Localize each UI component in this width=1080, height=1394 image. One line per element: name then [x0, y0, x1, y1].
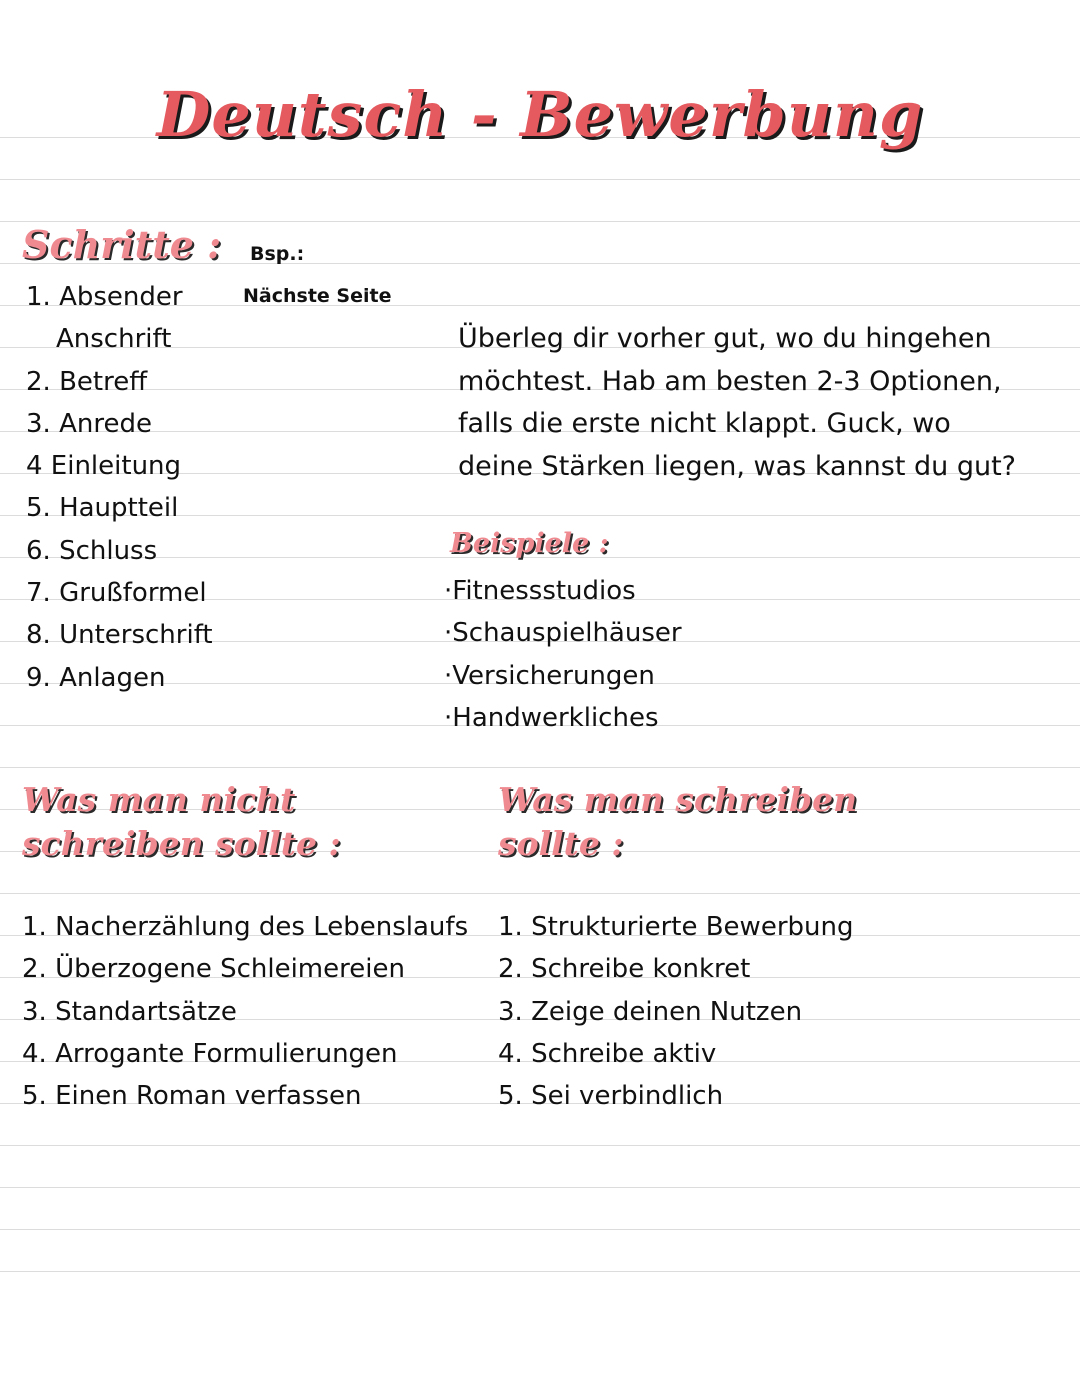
dont-write-heading — [22, 778, 341, 866]
list-item: 3. Anrede — [26, 408, 152, 439]
do-write-list — [498, 906, 853, 1117]
ruled-line — [0, 1229, 1080, 1230]
dont-write-heading-line: schreiben sollte : — [22, 824, 341, 863]
list-item: 2. Überzogene Schleimereien — [22, 954, 405, 985]
list-item: 4 Einleitung — [26, 451, 182, 482]
example-label: Bsp.: — [250, 243, 305, 265]
examples-heading: Beispiele : — [450, 528, 609, 559]
list-item: 5. Hauptteil — [26, 493, 179, 524]
dont-write-list — [22, 906, 468, 1117]
advice-paragraph: Überleg dir vorher gut, wo du hingehen möchtest. Hab am besten 2-3 Optionen, falls die erste nicht klappt. Guck, wo deine Stärken liegen, was kannst du gut? — [458, 323, 1016, 482]
list-item: 9. Anlagen — [26, 662, 166, 693]
next-page-note: Nächste Seite — [243, 285, 392, 307]
list-item: 6. Schluss — [26, 535, 158, 566]
ruled-line — [0, 179, 1080, 180]
examples-list — [444, 570, 682, 739]
list-item: 1. Strukturierte Bewerbung — [498, 912, 854, 942]
list-item: 3. Zeige deinen Nutzen — [498, 996, 803, 1027]
ruled-line — [0, 1187, 1080, 1188]
steps-heading: Schritte : — [22, 222, 222, 267]
list-item: ·Versicherungen — [444, 660, 655, 691]
ruled-line — [0, 893, 1080, 894]
list-item: 3. Standartsätze — [22, 996, 237, 1027]
list-item: 5. Einen Roman verfassen — [22, 1081, 362, 1112]
list-item: 4. Arrogante Formulierungen — [22, 1038, 398, 1069]
list-item: 4. Schreibe aktiv — [498, 1038, 717, 1069]
list-item: Anschrift — [56, 324, 172, 355]
do-write-heading-line: Was man schreiben — [498, 780, 858, 819]
list-item: 1. Absender — [26, 282, 183, 312]
list-item: ·Schauspielhäuser — [444, 618, 682, 649]
list-item: 7. Grußformel — [26, 578, 207, 609]
list-item: 1. Nacherzählung des Lebenslaufs — [22, 912, 469, 942]
list-item: ·Fitnessstudios — [444, 576, 636, 606]
list-item: 2. Betreff — [26, 366, 148, 397]
ruled-line — [0, 1145, 1080, 1146]
list-item: ·Handwerkliches — [444, 702, 659, 733]
page-title: Deutsch - Bewerbung — [156, 78, 924, 151]
list-item: 8. Unterschrift — [26, 620, 213, 651]
list-item: 5. Sei verbindlich — [498, 1081, 724, 1112]
do-write-heading — [498, 778, 857, 866]
dont-write-heading-line: Was man nicht — [22, 780, 296, 819]
list-item: 2. Schreibe konkret — [498, 954, 751, 985]
steps-list — [26, 276, 213, 699]
ruled-line — [0, 767, 1080, 768]
do-write-heading-line: sollte : — [498, 824, 624, 863]
ruled-line — [0, 1271, 1080, 1272]
